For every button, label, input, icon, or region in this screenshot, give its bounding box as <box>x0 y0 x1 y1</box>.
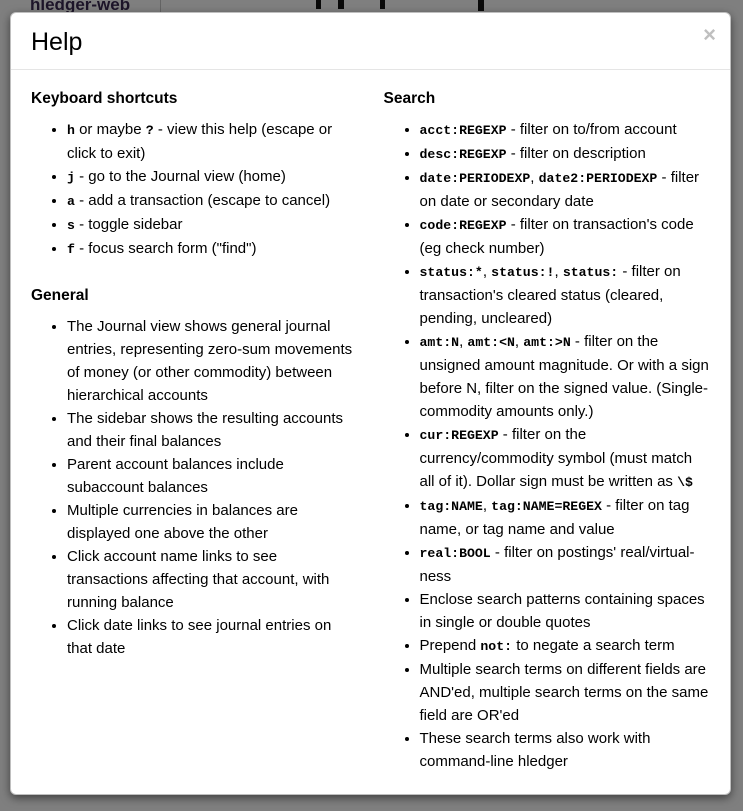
help-item: • a - add a transaction (escape to cancel) <box>67 189 353 213</box>
close-button[interactable]: × <box>703 22 716 47</box>
help-item: • f - focus search form ("find") <box>67 237 353 261</box>
help-item: • s - toggle sidebar <box>67 213 353 237</box>
help-modal <box>10 12 731 795</box>
help-item: • j - go to the Journal view (home) <box>67 165 353 189</box>
help-item: • Prepend not: to negate a search term <box>420 634 711 658</box>
code-term: status:* <box>419 265 483 280</box>
section-heading-keyboard-shortcuts: Keyboard shortcuts <box>31 90 178 107</box>
code-term: amt:>N <box>523 335 571 350</box>
help-item: • desc:REGEXP - filter on description <box>420 142 711 166</box>
code-term: not: <box>480 639 513 654</box>
code-term: a <box>67 194 75 209</box>
help-item: • Multiple currencies in balances are displayed one above the other <box>67 499 353 545</box>
help-item: • The Journal view shows general journal entries, representing zero-sum movements of money (or other commodity) between hierarchical accounts <box>67 315 353 407</box>
help-item: • The sidebar shows the resulting accounts and their final balances <box>67 407 353 453</box>
code-term: tag:NAME=REGEX <box>491 499 602 514</box>
code-term: date2:PERIODEXP <box>538 171 658 186</box>
help-list-search <box>384 118 711 773</box>
help-item: • status:*, status:!, status: - filter on transaction's cleared status (cleared, pending, uncleared) <box>420 260 711 330</box>
code-term: status: <box>562 265 619 280</box>
help-item: • Enclose search patterns containing spaces in single or double quotes <box>420 588 711 634</box>
code-term: h <box>67 123 75 138</box>
help-column-left <box>31 90 371 783</box>
code-term: code:REGEXP <box>419 218 507 233</box>
help-item: • tag:NAME, tag:NAME=REGEX - filter on tag name, or tag name and value <box>420 494 711 541</box>
code-term: s <box>67 218 75 233</box>
section-heading-search: Search <box>383 90 436 107</box>
help-item: • cur:REGEXP - filter on the currency/commodity symbol (must match all of it). Dollar sign must be written as \$ <box>420 423 711 494</box>
help-item: • Multiple search terms on different fields are AND'ed, multiple search terms on the same field are OR'ed <box>420 658 711 727</box>
code-term: real:BOOL <box>419 546 491 561</box>
modal-body <box>11 70 730 795</box>
help-item: • amt:N, amt:<N, amt:>N - filter on the unsigned amount magnitude. Or with a sign before N, filter on the signed value. (Single-commodity amounts only.) <box>420 330 711 423</box>
code-term: status:! <box>491 265 555 280</box>
help-list-general <box>31 315 353 660</box>
code-term: tag:NAME <box>419 499 483 514</box>
modal-header <box>11 13 730 70</box>
code-term: amt:N <box>419 335 460 350</box>
code-term: date:PERIODEXP <box>419 171 531 186</box>
help-item: • real:BOOL - filter on postings' real/virtual-ness <box>420 541 711 588</box>
code-term: ? <box>145 123 154 138</box>
help-item: • These search terms also work with command-line hledger <box>420 727 711 773</box>
help-item: • Click account name links to see transactions affecting that account, with running balance <box>67 545 353 614</box>
code-term: desc:REGEXP <box>419 147 507 162</box>
help-item: • acct:REGEXP - filter on to/from account <box>420 118 711 142</box>
code-term: \$ <box>677 475 693 490</box>
code-term: cur:REGEXP <box>419 428 499 443</box>
help-item: • date:PERIODEXP, date2:PERIODEXP - filter on date or secondary date <box>420 166 711 213</box>
section-keyboard-shortcuts <box>31 90 353 261</box>
section-general <box>31 287 353 660</box>
help-column-right <box>371 90 711 783</box>
code-term: amt:<N <box>467 335 515 350</box>
code-term: acct:REGEXP <box>419 123 507 138</box>
help-item: • code:REGEXP - filter on transaction's code (eg check number) <box>420 213 711 260</box>
help-item: • Parent account balances include subaccount balances <box>67 453 353 499</box>
help-item: • Click date links to see journal entries on that date <box>67 614 353 660</box>
code-term: j <box>67 170 75 185</box>
help-item: • h or maybe ? - view this help (escape or click to exit) <box>67 118 353 165</box>
code-term: f <box>67 242 75 257</box>
section-search <box>384 90 711 773</box>
help-list-keyboard-shortcuts <box>31 118 353 261</box>
section-heading-general: General <box>31 287 89 304</box>
modal-title: Help <box>31 28 83 56</box>
